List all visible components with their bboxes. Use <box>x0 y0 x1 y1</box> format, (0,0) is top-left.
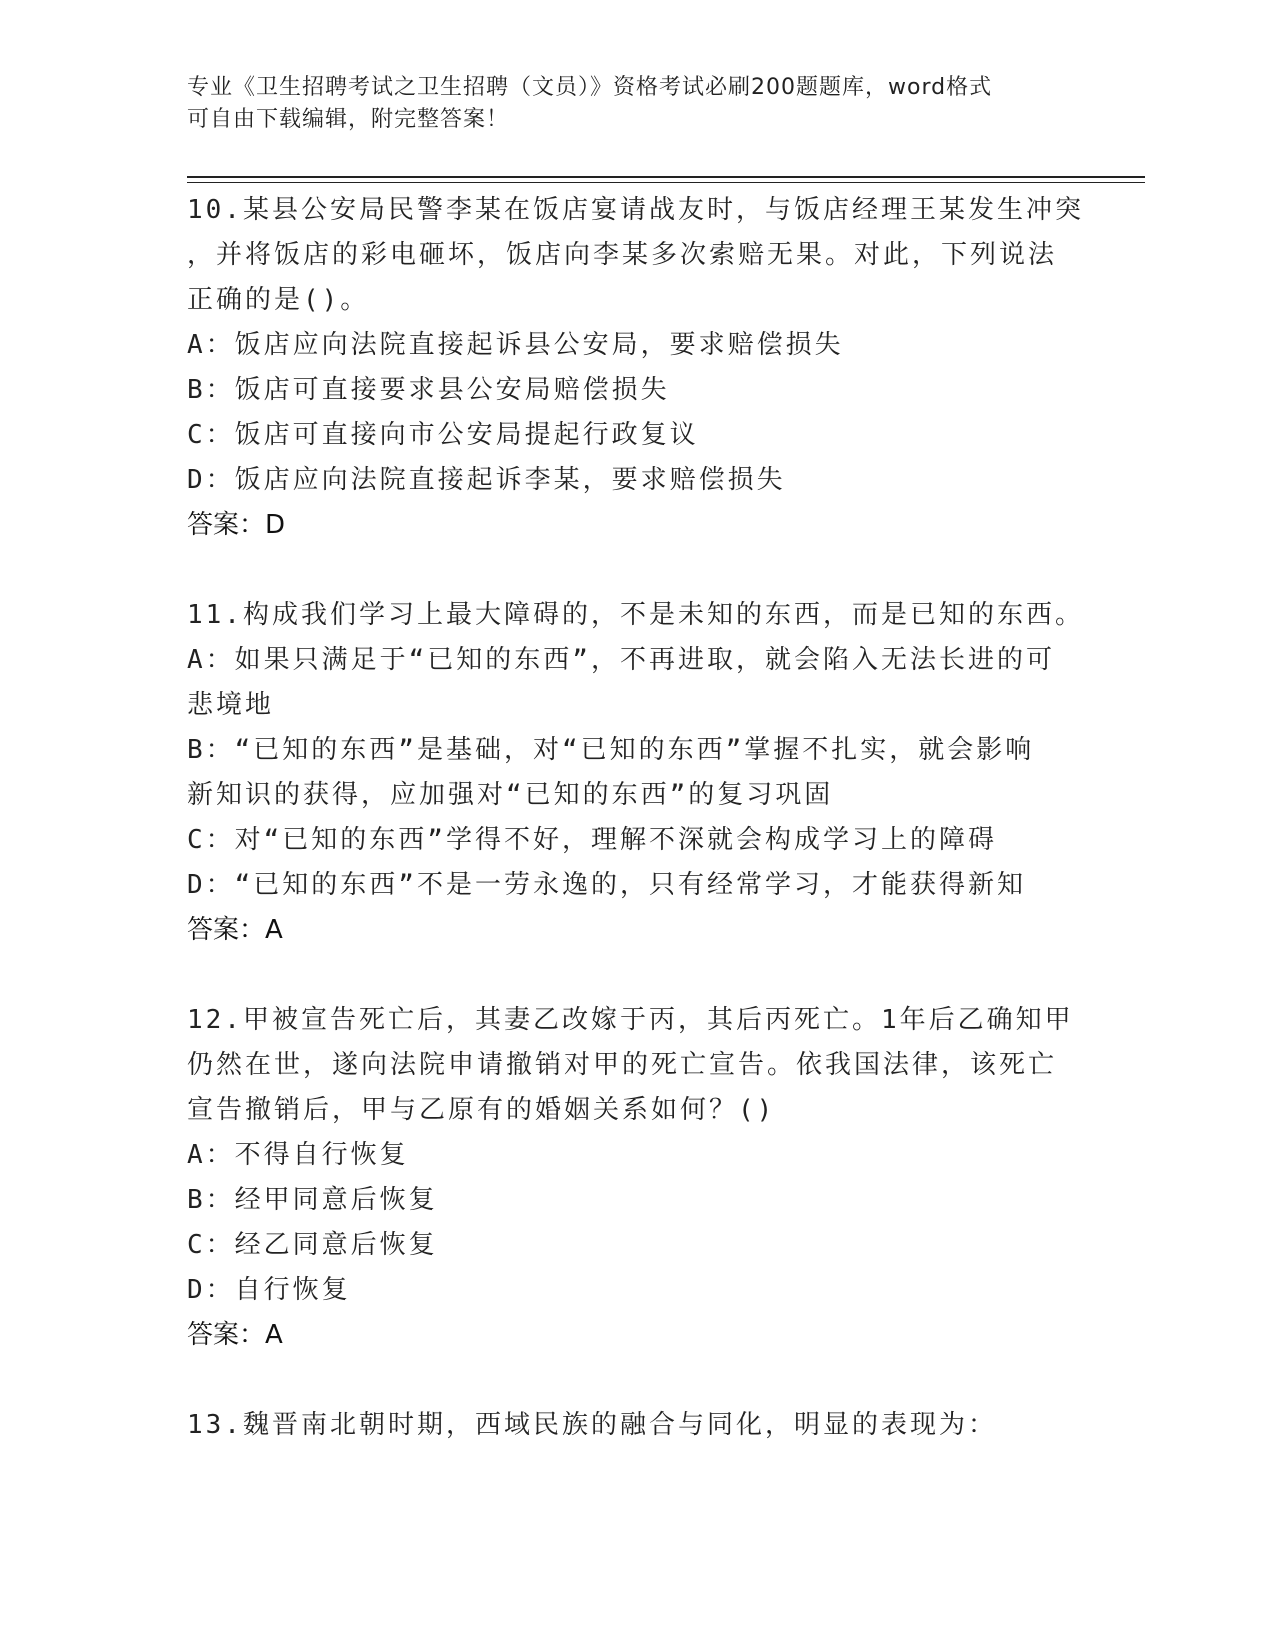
option-a: A：如果只满足于“已知的东西”，不再进取，就会陷入无法长进的可 <box>187 645 1055 675</box>
option-c: C：经乙同意后恢复 <box>187 1230 438 1260</box>
option-b: B：“已知的东西”是基础，对“已知的东西”掌握不扎实，就会影响 <box>187 735 1035 765</box>
header-line-1: 专业《卫生招聘考试之卫生招聘（文员）》资格考试必刷200题题库，word格式 <box>187 75 993 100</box>
answer-label: 答案：A <box>187 915 283 945</box>
question-text-line: 13.魏晋南北朝时期，西域民族的融合与同化，明显的表现为： <box>187 1410 997 1440</box>
option-b: B：经甲同意后恢复 <box>187 1185 438 1215</box>
option-a: A：不得自行恢复 <box>187 1140 409 1170</box>
answer-label: 答案：A <box>187 1320 283 1350</box>
header-line-2: 可自由下载编辑，附完整答案！ <box>187 107 510 132</box>
question-item <box>187 1403 1087 1448</box>
question-item <box>187 188 1087 548</box>
question-text-line: 宣告撤销后，甲与乙原有的婚姻关系如何？() <box>187 1095 776 1125</box>
option-c: C：对“已知的东西”学得不好，理解不深就会构成学习上的障碍 <box>187 825 997 855</box>
question-item <box>187 593 1087 953</box>
option-d: D：饭店应向法院直接起诉李某，要求赔偿损失 <box>187 465 786 495</box>
document-header <box>187 72 1087 136</box>
option-a-continued: 悲境地 <box>187 690 275 720</box>
header-divider-thick <box>187 176 1145 178</box>
option-b-continued: 新知识的获得，应加强对“已知的东西”的复习巩固 <box>187 780 834 810</box>
question-text-line: 正确的是()。 <box>187 285 370 315</box>
option-d: D：自行恢复 <box>187 1275 351 1305</box>
question-text-line: 仍然在世，遂向法院申请撤销对甲的死亡宣告。依我国法律，该死亡 <box>187 1050 1058 1080</box>
question-text-line: 10.某县公安局民警李某在饭店宴请战友时，与饭店经理王某发生冲突 <box>187 195 1084 225</box>
answer-label: 答案：D <box>187 510 286 540</box>
header-divider-thin <box>187 182 1145 183</box>
question-list <box>187 188 1087 1493</box>
question-text-line: 12.甲被宣告死亡后，其妻乙改嫁于丙，其后丙死亡。1年后乙确知甲 <box>187 1005 1074 1035</box>
option-b: B：饭店可直接要求县公安局赔偿损失 <box>187 375 670 405</box>
option-c: C：饭店可直接向市公安局提起行政复议 <box>187 420 699 450</box>
question-item <box>187 998 1087 1358</box>
question-text-line: 11.构成我们学习上最大障碍的，不是未知的东西，而是已知的东西。 <box>187 600 1084 630</box>
option-a: A：饭店应向法院直接起诉县公安局，要求赔偿损失 <box>187 330 844 360</box>
option-d: D：“已知的东西”不是一劳永逸的，只有经常学习，才能获得新知 <box>187 870 1026 900</box>
question-text-line: ，并将饭店的彩电砸坏，饭店向李某多次索赔无果。对此，下列说法 <box>187 240 1058 270</box>
